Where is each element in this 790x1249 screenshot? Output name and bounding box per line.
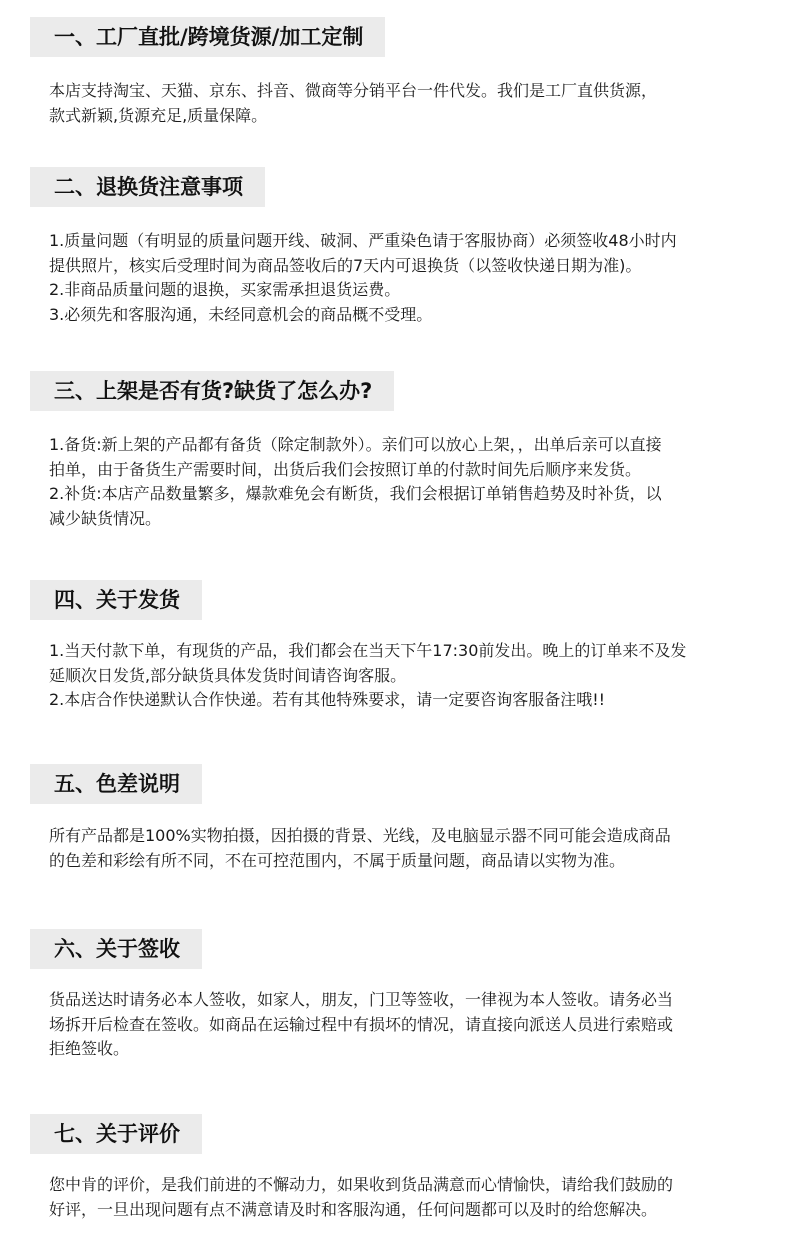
paragraph-line: 拒绝签收。 — [49, 1039, 130, 1058]
paragraph-line: 的色差和彩绘有所不同，不在可控范围内，不属于质量问题，商品请以实物为准。 — [49, 850, 626, 870]
section-body — [49, 639, 759, 713]
section-body — [49, 1173, 759, 1222]
paragraph-line: 好评，一旦出现问题有点不满意请及时和客服沟通，任何问题都可以及时的给您解决。 — [49, 1199, 658, 1219]
section-heading: 六、关于签收 — [30, 929, 202, 969]
section-body — [49, 824, 759, 873]
paragraph-line: 提供照片，核实后受理时间为商品签收后的7天内可退换货（以签收快递日期为准)。 — [49, 255, 642, 275]
paragraph-line: 1.备货:新上架的产品都有备货（除定制款外）。亲们可以放心上架，，出单后亲可以直接 — [49, 435, 662, 454]
paragraph-line: 货品送达时请务必本人签收，如家人，朋友，门卫等签收，一律视为本人签收。请务必当 — [49, 990, 674, 1009]
section-body — [49, 433, 759, 531]
paragraph-line: 延顺次日发货,部分缺货具体发货时间请咨询客服。 — [49, 665, 407, 685]
paragraph-line: 您中肯的评价，是我们前进的不懈动力，如果收到货品满意而心情愉快，请给我们鼓励的 — [49, 1175, 674, 1194]
paragraph-line: 1.当天付款下单，有现货的产品，我们都会在当天下午17:30前发出。晚上的订单来不及发 — [49, 641, 687, 660]
section-heading: 一、工厂直批/跨境货源/加工定制 — [30, 17, 385, 57]
section-heading: 七、关于评价 — [30, 1114, 202, 1154]
section-body — [49, 229, 759, 327]
section-heading: 三、上架是否有货?缺货了怎么办? — [30, 371, 394, 411]
paragraph-line: 所有产品都是100%实物拍摄，因拍摄的背景、光线，及电脑显示器不同可能会造成商品 — [49, 826, 671, 845]
paragraph-line: 减少缺货情况。 — [49, 508, 162, 528]
paragraph-line: 本店支持淘宝、天猫、京东、抖音、微商等分销平台一件代发。我们是工厂直供货源， — [49, 81, 658, 100]
section-body — [49, 988, 759, 1062]
paragraph-line: 2.补货:本店产品数量繁多，爆款难免会有断货，我们会根据订单销售趋势及时补货，以 — [49, 484, 662, 503]
paragraph-line: 款式新颖,货源充足,质量保障。 — [49, 105, 268, 125]
section-heading: 二、退换货注意事项 — [30, 167, 265, 207]
paragraph-line: 1.质量问题（有明显的质量问题开线、破洞、严重染色请于客服协商）必须签收48小时内 — [49, 231, 677, 250]
section-heading: 四、关于发货 — [30, 580, 202, 620]
paragraph-line: 3.必须先和客服沟通，未经同意机会的商品概不受理。 — [49, 304, 433, 324]
paragraph-line: 拍单，由于备货生产需要时间，出货后我们会按照订单的付款时间先后顺序来发货。 — [49, 459, 642, 479]
section-heading: 五、色差说明 — [30, 764, 202, 804]
section-body — [49, 79, 759, 128]
paragraph-line: 2.本店合作快递默认合作快递。若有其他特殊要求，请一定要咨询客服备注哦!! — [49, 690, 606, 709]
paragraph-line: 场拆开后检查在签收。如商品在运输过程中有损坏的情况，请直接向派送人员进行索赔或 — [49, 1014, 674, 1034]
paragraph-line: 2.非商品质量问题的退换，买家需承担退货运费。 — [49, 280, 401, 299]
